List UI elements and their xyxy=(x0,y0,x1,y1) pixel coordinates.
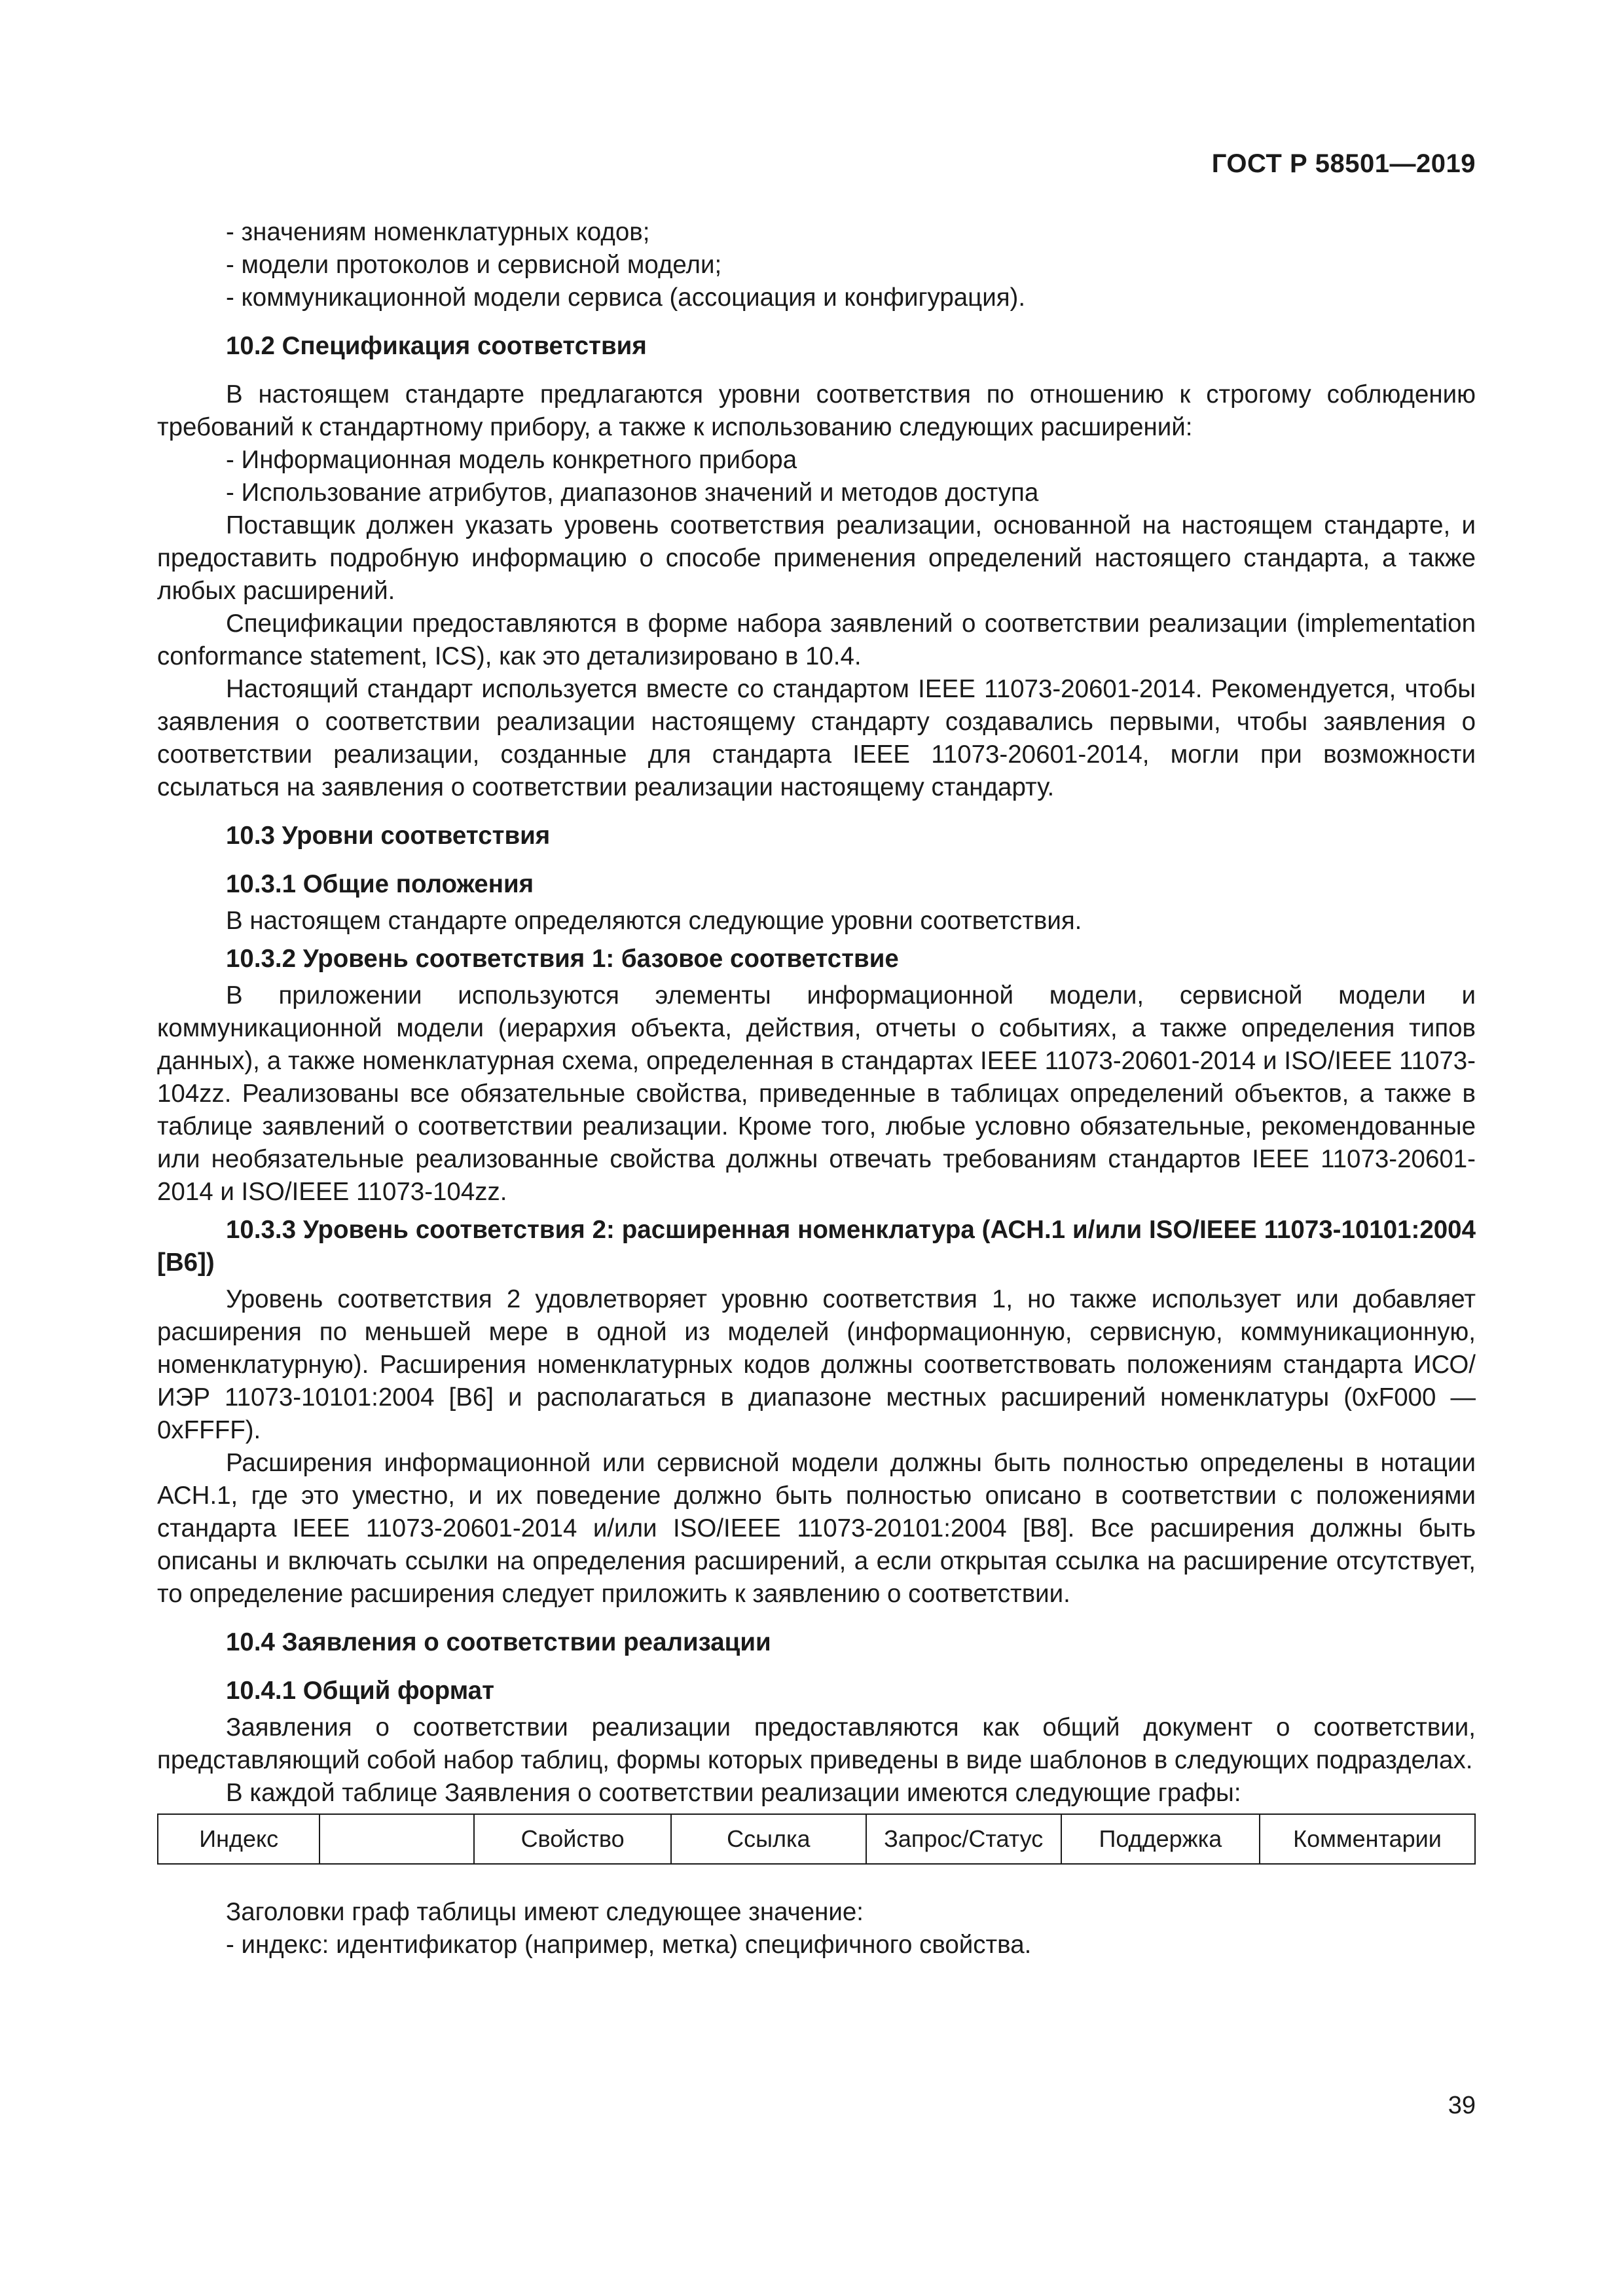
paragraph: Спецификации предоставляются в форме набора заявлений о соответствии реализации (implementation conformance statement, ICS), как это детализировано в 10.4. xyxy=(157,610,1476,670)
paragraph: Заявления о соответствии реализации предоставляются как общий документ о соответствии, представляющий собой набор таблиц, формы которых приведены в виде шаблонов в следующих подразделах. xyxy=(157,1713,1476,1774)
paragraph: В каждой таблице Заявления о соответствии реализации имеются следующие графы: xyxy=(226,1779,1241,1807)
subsection-heading-10-3-2: 10.3.2 Уровень соответствия 1: базовое соответствие xyxy=(226,945,899,973)
paragraph: Поставщик должен указать уровень соответствия реализации, основанной на настоящем стандарте, и предоставить подробную информацию о способе применения определений настоящего стандарта, а также любых расширений. xyxy=(157,511,1476,605)
table-cell: Индекс xyxy=(158,1814,319,1864)
paragraph: В настоящем стандарте предлагаются уровни соответствия по отношению к строгому соблюдению требований к стандартному прибору, а также к использованию следующих расширений: xyxy=(157,380,1476,441)
subsection-heading-10-3-1: 10.3.1 Общие положения xyxy=(226,870,534,898)
page-number: 39 xyxy=(1448,2092,1476,2119)
ics-columns-table xyxy=(157,1813,1476,1865)
list-item: - значениям номенклатурных кодов; xyxy=(226,218,650,246)
section-heading-10-4: 10.4 Заявления о соответствии реализации xyxy=(226,1628,771,1656)
table-cell: Свойство xyxy=(474,1814,671,1864)
subsection-heading-10-4-1: 10.4.1 Общий формат xyxy=(226,1677,494,1705)
table-cell: Комментарии xyxy=(1260,1814,1475,1864)
paragraph: Настоящий стандарт используется вместе со стандартом IEEE 11073-20601-2014. Рекомендуется, чтобы заявления о соответствии реализации настоящему стандарту создавались первыми, чтобы заявления о соответствии реализации, созданные для стандарта IEEE 11073-20601-2014, могли при возможности ссылаться на заявления о соответствии реализации настоящему стандарту. xyxy=(157,675,1476,801)
paragraph: Заголовки граф таблицы имеют следующее значение: xyxy=(226,1898,864,1926)
paragraph: В настоящем стандарте определяются следующие уровни соответствия. xyxy=(226,907,1082,935)
list-item: - модели протоколов и сервисной модели; xyxy=(226,251,722,279)
list-item: - Использование атрибутов, диапазонов значений и методов доступа xyxy=(226,479,1039,507)
table-cell: Поддержка xyxy=(1061,1814,1260,1864)
paragraph: Расширения информационной или сервисной модели должны быть полностью определены в нотации АСН.1, где это уместно, и их поведение должно быть полностью описано в соответствии с положениями стандарта IEEE 11073-20601-2014 и/или ISO/IEEE 11073-20101:2004 [B8]. Все расширения должны быть описаны и включать ссылки на определения расширений, а если открытая ссылка на расширение отсутствует, то определение расширения следует приложить к заявлению о соответствии. xyxy=(157,1449,1476,1608)
list-item: - индекс: идентификатор (например, метка) специфичного свойства. xyxy=(226,1931,1032,1959)
section-heading-10-2: 10.2 Спецификация соответствия xyxy=(226,332,647,360)
table-cell xyxy=(319,1814,474,1864)
paragraph: В приложении используются элементы информационной модели, сервисной модели и коммуникационной модели (иерархия объекта, действия, отчеты о событиях, а также определения типов данных), а также номенклатурная схема, определенная в стандартах IEEE 11073-20601-2014 и ISO/IEEE 11073-104zz. Реализованы все обязательные свойства, приведенные в таблицах определений объектов, а также в таблице заявлений о соответствии реализации. Кроме того, любые условно обязательные, рекомендованные или необязательные реализованные свойства должны отвечать требованиям стандартов IEEE 11073-20601-2014 и ISO/IEEE 11073-104zz. xyxy=(157,981,1476,1206)
list-item: - коммуникационной модели сервиса (ассоциация и конфигурация). xyxy=(226,283,1026,312)
table-cell: Ссылка xyxy=(671,1814,866,1864)
document-body xyxy=(157,216,1476,1961)
section-heading-10-3: 10.3 Уровни соответствия xyxy=(226,822,551,850)
table-cell: Запрос/Статус xyxy=(866,1814,1061,1864)
table-row xyxy=(158,1814,1475,1864)
list-item: - Информационная модель конкретного прибора xyxy=(226,446,797,474)
paragraph: Уровень соответствия 2 удовлетворяет уровню соответствия 1, но также использует или добавляет расширения по меньшей мере в одной из моделей (информационную, сервисную, коммуникационную, номенклатурную). Расширения номенклатурных кодов должны соответствовать положениям стандарта ИСО/ИЭР 11073-10101:2004 [B6] и располагаться в диапазоне местных расширений номенклатуры (0xF000 — 0xFFFF). xyxy=(157,1285,1476,1444)
subsection-heading-10-3-3: 10.3.3 Уровень соответствия 2: расширенная номенклатура (АСН.1 и/или ISO/IEEE 11073-10101:2004 [B6]) xyxy=(157,1216,1476,1277)
standard-code-header: ГОСТ Р 58501—2019 xyxy=(1211,149,1476,178)
